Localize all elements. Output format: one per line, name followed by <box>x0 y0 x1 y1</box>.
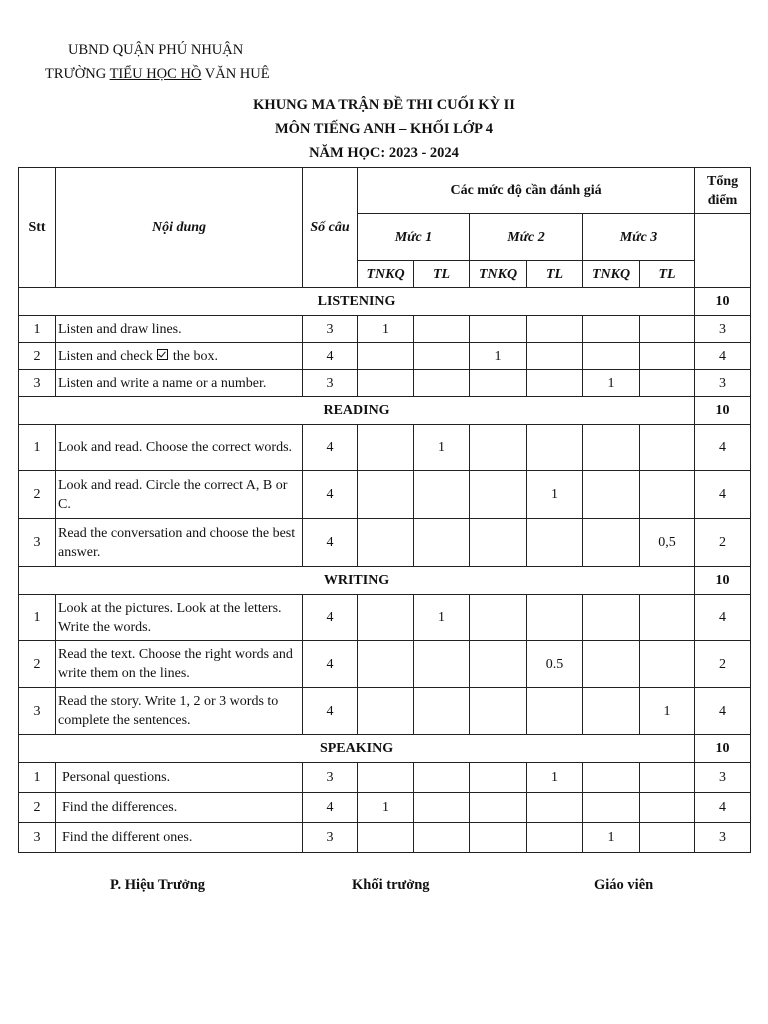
header-m3-tnkq: TNKQ <box>583 261 640 288</box>
doc-title: KHUNG MA TRẬN ĐỀ THI CUỐI KỲ II <box>253 97 515 113</box>
cell-m3-tl <box>640 343 695 370</box>
header-stt: Stt <box>19 168 56 288</box>
cell-content: Find the different ones. <box>56 823 303 853</box>
section-name: LISTENING <box>19 288 695 316</box>
cell-count: 4 <box>303 471 358 519</box>
cell-m3-tl: 0,5 <box>640 519 695 567</box>
cell-m1-tl <box>414 763 470 793</box>
section-row <box>19 288 751 316</box>
section-name: READING <box>19 397 695 425</box>
cell-count: 4 <box>303 641 358 688</box>
cell-m2-tl <box>527 793 583 823</box>
cell-m3-tnkq <box>583 343 640 370</box>
cell-content: Personal questions. <box>56 763 303 793</box>
cell-m2-tl <box>527 343 583 370</box>
cell-m2-tnkq <box>470 370 527 397</box>
cell-m3-tnkq <box>583 595 640 641</box>
cell-m3-tl <box>640 425 695 471</box>
cell-total: 4 <box>695 595 751 641</box>
cell-m2-tl <box>527 519 583 567</box>
cell-total: 4 <box>695 471 751 519</box>
cell-m1-tl <box>414 823 470 853</box>
cell-m3-tl <box>640 595 695 641</box>
cell-m1-tl: 1 <box>414 595 470 641</box>
cell-m2-tnkq <box>470 688 527 735</box>
cell-content: Listen and draw lines. <box>56 316 303 343</box>
signature-grade-head: Khối trưởng <box>352 877 430 893</box>
cell-m1-tnkq <box>358 471 414 519</box>
cell-count: 4 <box>303 688 358 735</box>
cell-m1-tl <box>414 641 470 688</box>
cell-content: Listen and write a name or a number. <box>56 370 303 397</box>
cell-stt: 1 <box>19 763 56 793</box>
cell-stt: 1 <box>19 425 56 471</box>
table-row <box>19 343 751 370</box>
section-total: 10 <box>695 397 751 425</box>
section-total: 10 <box>695 567 751 595</box>
doc-subject: MÔN TIẾNG ANH – KHỐI LỚP 4 <box>274 121 494 137</box>
cell-m1-tnkq <box>358 425 414 471</box>
cell-m1-tnkq <box>358 823 414 853</box>
cell-stt: 2 <box>19 793 56 823</box>
exam-matrix-table <box>18 167 751 853</box>
table-row <box>19 641 751 688</box>
header-m1-tnkq: TNKQ <box>358 261 414 288</box>
cell-m3-tl <box>640 471 695 519</box>
table-row <box>19 595 751 641</box>
cell-total: 2 <box>695 519 751 567</box>
cell-content <box>56 343 303 370</box>
header-m2-tnkq: TNKQ <box>470 261 527 288</box>
cell-m3-tnkq <box>583 425 640 471</box>
cell-count: 3 <box>303 763 358 793</box>
cell-content: Read the text. Choose the right words and write them on the lines. <box>56 641 303 688</box>
header-m3-tl: TL <box>640 261 695 288</box>
cell-total: 2 <box>695 641 751 688</box>
table-row <box>19 793 751 823</box>
cell-total: 3 <box>695 316 751 343</box>
cell-count: 4 <box>303 595 358 641</box>
school-name-underlined: TIỂU HỌC HỒ <box>109 66 202 82</box>
cell-m3-tnkq <box>583 688 640 735</box>
cell-m2-tl <box>527 316 583 343</box>
cell-m1-tl <box>414 370 470 397</box>
cell-m1-tnkq <box>358 519 414 567</box>
cell-m3-tl <box>640 763 695 793</box>
cell-m1-tnkq <box>358 595 414 641</box>
cell-m1-tl <box>414 343 470 370</box>
cell-m3-tnkq <box>583 641 640 688</box>
cell-m2-tnkq: 1 <box>470 343 527 370</box>
checkbox-checked-icon <box>157 349 168 360</box>
cell-m3-tl <box>640 316 695 343</box>
section-name: WRITING <box>19 567 695 595</box>
section-total: 10 <box>695 735 751 763</box>
cell-m1-tnkq: 1 <box>358 793 414 823</box>
cell-stt: 2 <box>19 641 56 688</box>
signature-principal: P. Hiệu Trưởng <box>110 877 206 893</box>
cell-stt: 2 <box>19 471 56 519</box>
cell-m1-tl: 1 <box>414 425 470 471</box>
cell-content: Look and read. Choose the correct words. <box>56 425 303 471</box>
header-level1: Mức 1 <box>358 214 470 261</box>
cell-count: 3 <box>303 370 358 397</box>
cell-m1-tl <box>414 793 470 823</box>
table-row <box>19 370 751 397</box>
table-row <box>19 763 751 793</box>
cell-m3-tl <box>640 641 695 688</box>
cell-total: 3 <box>695 370 751 397</box>
school-name-prefix: TRƯỜNG <box>45 66 110 82</box>
cell-content: Read the conversation and choose the best answer. <box>56 519 303 567</box>
cell-m2-tl <box>527 425 583 471</box>
cell-total: 3 <box>695 763 751 793</box>
header-count: Số câu <box>303 168 358 288</box>
cell-m3-tnkq <box>583 316 640 343</box>
header-total: Tổng điểm <box>695 168 751 214</box>
cell-m1-tl <box>414 316 470 343</box>
cell-total: 4 <box>695 688 751 735</box>
table-row <box>19 519 751 567</box>
cell-m2-tnkq <box>470 425 527 471</box>
cell-m3-tl <box>640 793 695 823</box>
cell-m2-tl: 0.5 <box>527 641 583 688</box>
cell-stt: 1 <box>19 316 56 343</box>
cell-total: 3 <box>695 823 751 853</box>
header-levels: Các mức độ cần đánh giá <box>358 168 695 214</box>
header-m1-tl: TL <box>414 261 470 288</box>
cell-stt: 1 <box>19 595 56 641</box>
cell-m3-tnkq: 1 <box>583 370 640 397</box>
doc-school-year: NĂM HỌC: 2023 - 2024 <box>309 145 459 161</box>
cell-m2-tl <box>527 823 583 853</box>
cell-m2-tnkq <box>470 595 527 641</box>
cell-m2-tnkq <box>470 763 527 793</box>
section-row <box>19 735 751 763</box>
cell-m1-tnkq <box>358 343 414 370</box>
cell-m1-tl <box>414 471 470 519</box>
cell-stt: 3 <box>19 519 56 567</box>
cell-total: 4 <box>695 425 751 471</box>
table-row <box>19 471 751 519</box>
cell-m3-tnkq <box>583 471 640 519</box>
section-name: SPEAKING <box>19 735 695 763</box>
cell-count: 4 <box>303 519 358 567</box>
cell-m1-tnkq: 1 <box>358 316 414 343</box>
cell-total: 4 <box>695 343 751 370</box>
cell-m2-tnkq <box>470 793 527 823</box>
cell-m3-tl <box>640 823 695 853</box>
cell-stt: 2 <box>19 343 56 370</box>
cell-m3-tnkq: 1 <box>583 823 640 853</box>
cell-m2-tl <box>527 595 583 641</box>
cell-m2-tl: 1 <box>527 471 583 519</box>
section-row <box>19 397 751 425</box>
cell-m1-tl <box>414 688 470 735</box>
content-text-a: Listen and check <box>58 348 157 364</box>
cell-m2-tnkq <box>470 471 527 519</box>
cell-stt: 3 <box>19 823 56 853</box>
header-level3: Mức 3 <box>583 214 695 261</box>
cell-count: 4 <box>303 343 358 370</box>
cell-m1-tnkq <box>358 641 414 688</box>
signature-teacher: Giáo viên <box>594 877 654 893</box>
cell-m2-tnkq <box>470 519 527 567</box>
cell-content: Find the differences. <box>56 793 303 823</box>
cell-m1-tnkq <box>358 370 414 397</box>
cell-m1-tnkq <box>358 688 414 735</box>
cell-content: Look at the pictures. Look at the letters. Write the words. <box>56 595 303 641</box>
header-m2-tl: TL <box>527 261 583 288</box>
cell-m3-tl <box>640 370 695 397</box>
table-row <box>19 823 751 853</box>
cell-m2-tnkq <box>470 823 527 853</box>
cell-m2-tl <box>527 370 583 397</box>
cell-m3-tl: 1 <box>640 688 695 735</box>
cell-m3-tnkq <box>583 763 640 793</box>
content-text-b: the box. <box>169 348 218 364</box>
table-row <box>19 688 751 735</box>
header-content: Nội dung <box>56 168 303 288</box>
cell-count: 4 <box>303 425 358 471</box>
cell-stt: 3 <box>19 688 56 735</box>
org-name-line1: UBND QUẬN PHÚ NHUẬN <box>68 42 244 58</box>
cell-count: 4 <box>303 793 358 823</box>
cell-m2-tl <box>527 688 583 735</box>
cell-count: 3 <box>303 316 358 343</box>
table-row <box>19 316 751 343</box>
cell-content: Read the story. Write 1, 2 or 3 words to complete the sentences. <box>56 688 303 735</box>
cell-m2-tnkq <box>470 641 527 688</box>
cell-m3-tnkq <box>583 519 640 567</box>
school-name <box>45 66 270 83</box>
header-level2: Mức 2 <box>470 214 583 261</box>
section-total: 10 <box>695 288 751 316</box>
cell-m1-tl <box>414 519 470 567</box>
section-row <box>19 567 751 595</box>
cell-m1-tnkq <box>358 763 414 793</box>
cell-m2-tnkq <box>470 316 527 343</box>
cell-content: Look and read. Circle the correct A, B or C. <box>56 471 303 519</box>
cell-m3-tnkq <box>583 793 640 823</box>
school-name-suffix: VĂN HUÊ <box>201 66 270 82</box>
cell-m2-tl: 1 <box>527 763 583 793</box>
header-total-blank <box>695 214 751 288</box>
cell-count: 3 <box>303 823 358 853</box>
table-row <box>19 425 751 471</box>
cell-total: 4 <box>695 793 751 823</box>
cell-stt: 3 <box>19 370 56 397</box>
